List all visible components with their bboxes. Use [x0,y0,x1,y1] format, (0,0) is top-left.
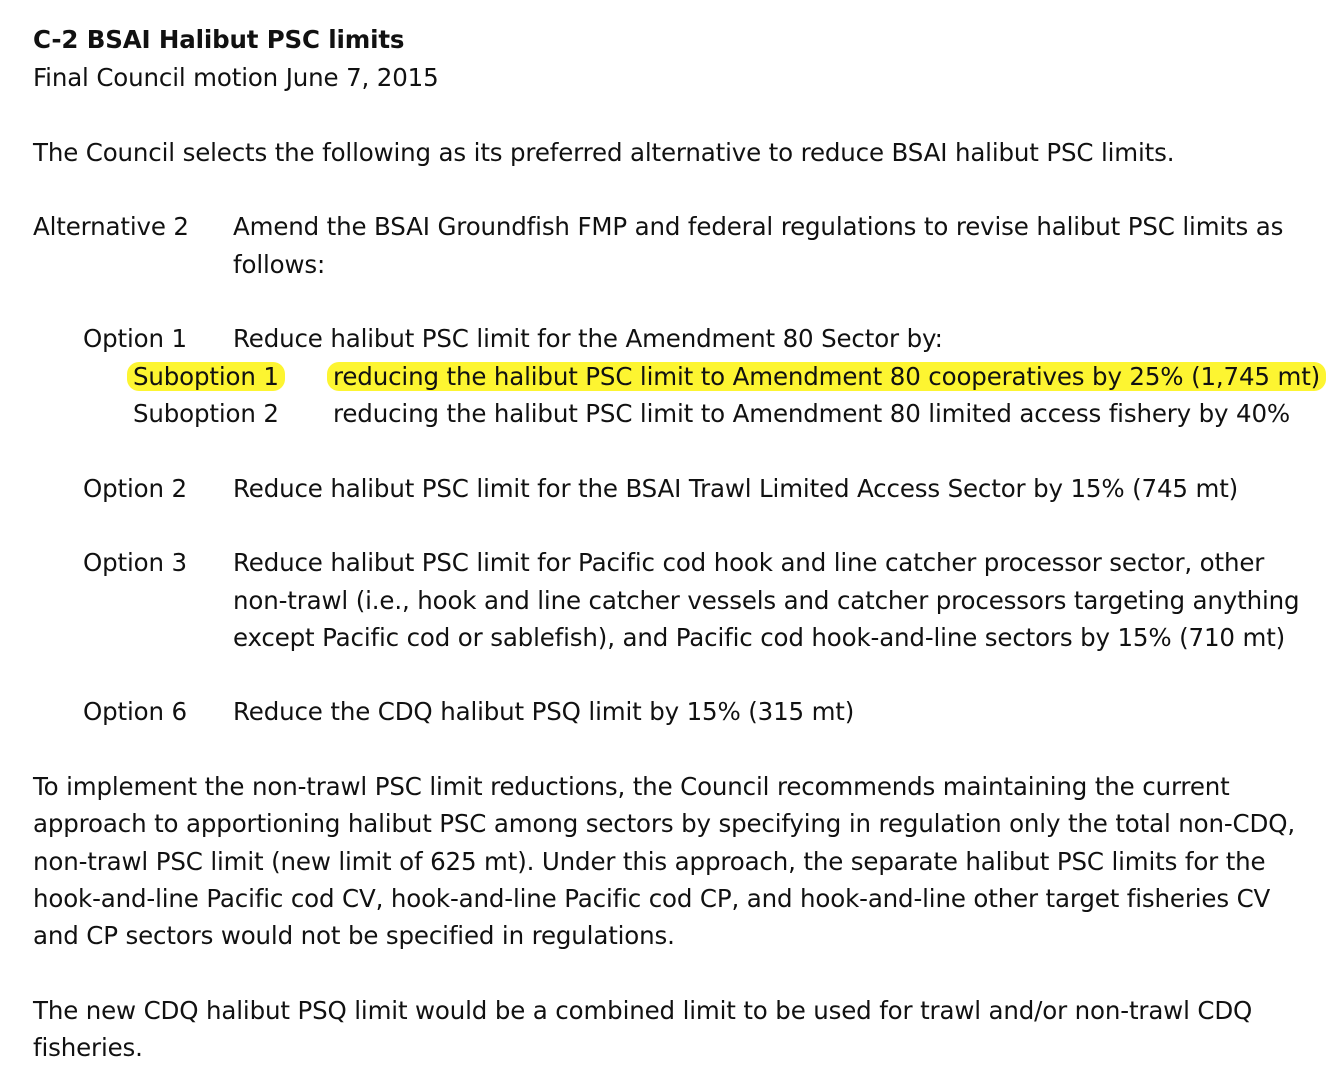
paragraph-line: To implement the non-trawl PSC limit reductions, the Council recommends maintaining the current [33,772,1230,801]
highlight-mark: Suboption 1 [127,362,285,391]
document-title: C-2 BSAI Halibut PSC limits [33,25,405,54]
option-label: Option 6 [83,697,187,726]
option-text: non-trawl (i.e., hook and line catcher vessels and catcher processors targeting anything [233,586,1300,615]
document-subtitle: Final Council motion June 7, 2015 [33,63,439,92]
paragraph-line: approach to apportioning halibut PSC among sectors by specifying in regulation only the total non-CDQ, [33,809,1295,838]
option-label: Option 1 [83,324,187,353]
paragraph-line: and CP sectors would not be specified in regulations. [33,921,675,950]
intro-paragraph: The Council selects the following as its preferred alternative to reduce BSAI halibut PSC limits. [33,138,1175,167]
option-label: Option 3 [83,548,187,577]
suboption-text [333,362,1326,392]
option-text: Reduce halibut PSC limit for the Amendment 80 Sector by: [233,324,943,353]
alternative-label: Alternative 2 [33,212,189,241]
option-text: Reduce halibut PSC limit for the BSAI Trawl Limited Access Sector by 15% (745 mt) [233,474,1239,503]
alternative-text-line: Amend the BSAI Groundfish FMP and federal regulations to revise halibut PSC limits as [233,212,1284,241]
paragraph-line: fisheries. [33,1033,143,1062]
option-text: Reduce the CDQ halibut PSQ limit by 15% (315 mt) [233,697,855,726]
option-text: Reduce halibut PSC limit for Pacific cod hook and line catcher processor sector, other [233,548,1265,577]
suboption-text: reducing the halibut PSC limit to Amendment 80 limited access fishery by 40% [333,399,1291,428]
option-label: Option 2 [83,474,187,503]
suboption-label: Suboption 2 [133,399,279,428]
paragraph-line: The new CDQ halibut PSQ limit would be a combined limit to be used for trawl and/or non-trawl CDQ [33,996,1253,1025]
option-text: except Pacific cod or sablefish), and Pacific cod hook-and-line sectors by 15% (710 mt) [233,623,1286,652]
highlight-mark: reducing the halibut PSC limit to Amendment 80 cooperatives by 25% (1,745 mt) [327,362,1326,391]
suboption-label [133,362,285,392]
paragraph-line: hook-and-line Pacific cod CV, hook-and-line Pacific cod CP, and hook-and-line other target fisheries CV [33,884,1271,913]
paragraph-line: non-trawl PSC limit (new limit of 625 mt). Under this approach, the separate halibut PSC limits for the [33,847,1266,876]
alternative-text-line: follows: [233,250,326,279]
